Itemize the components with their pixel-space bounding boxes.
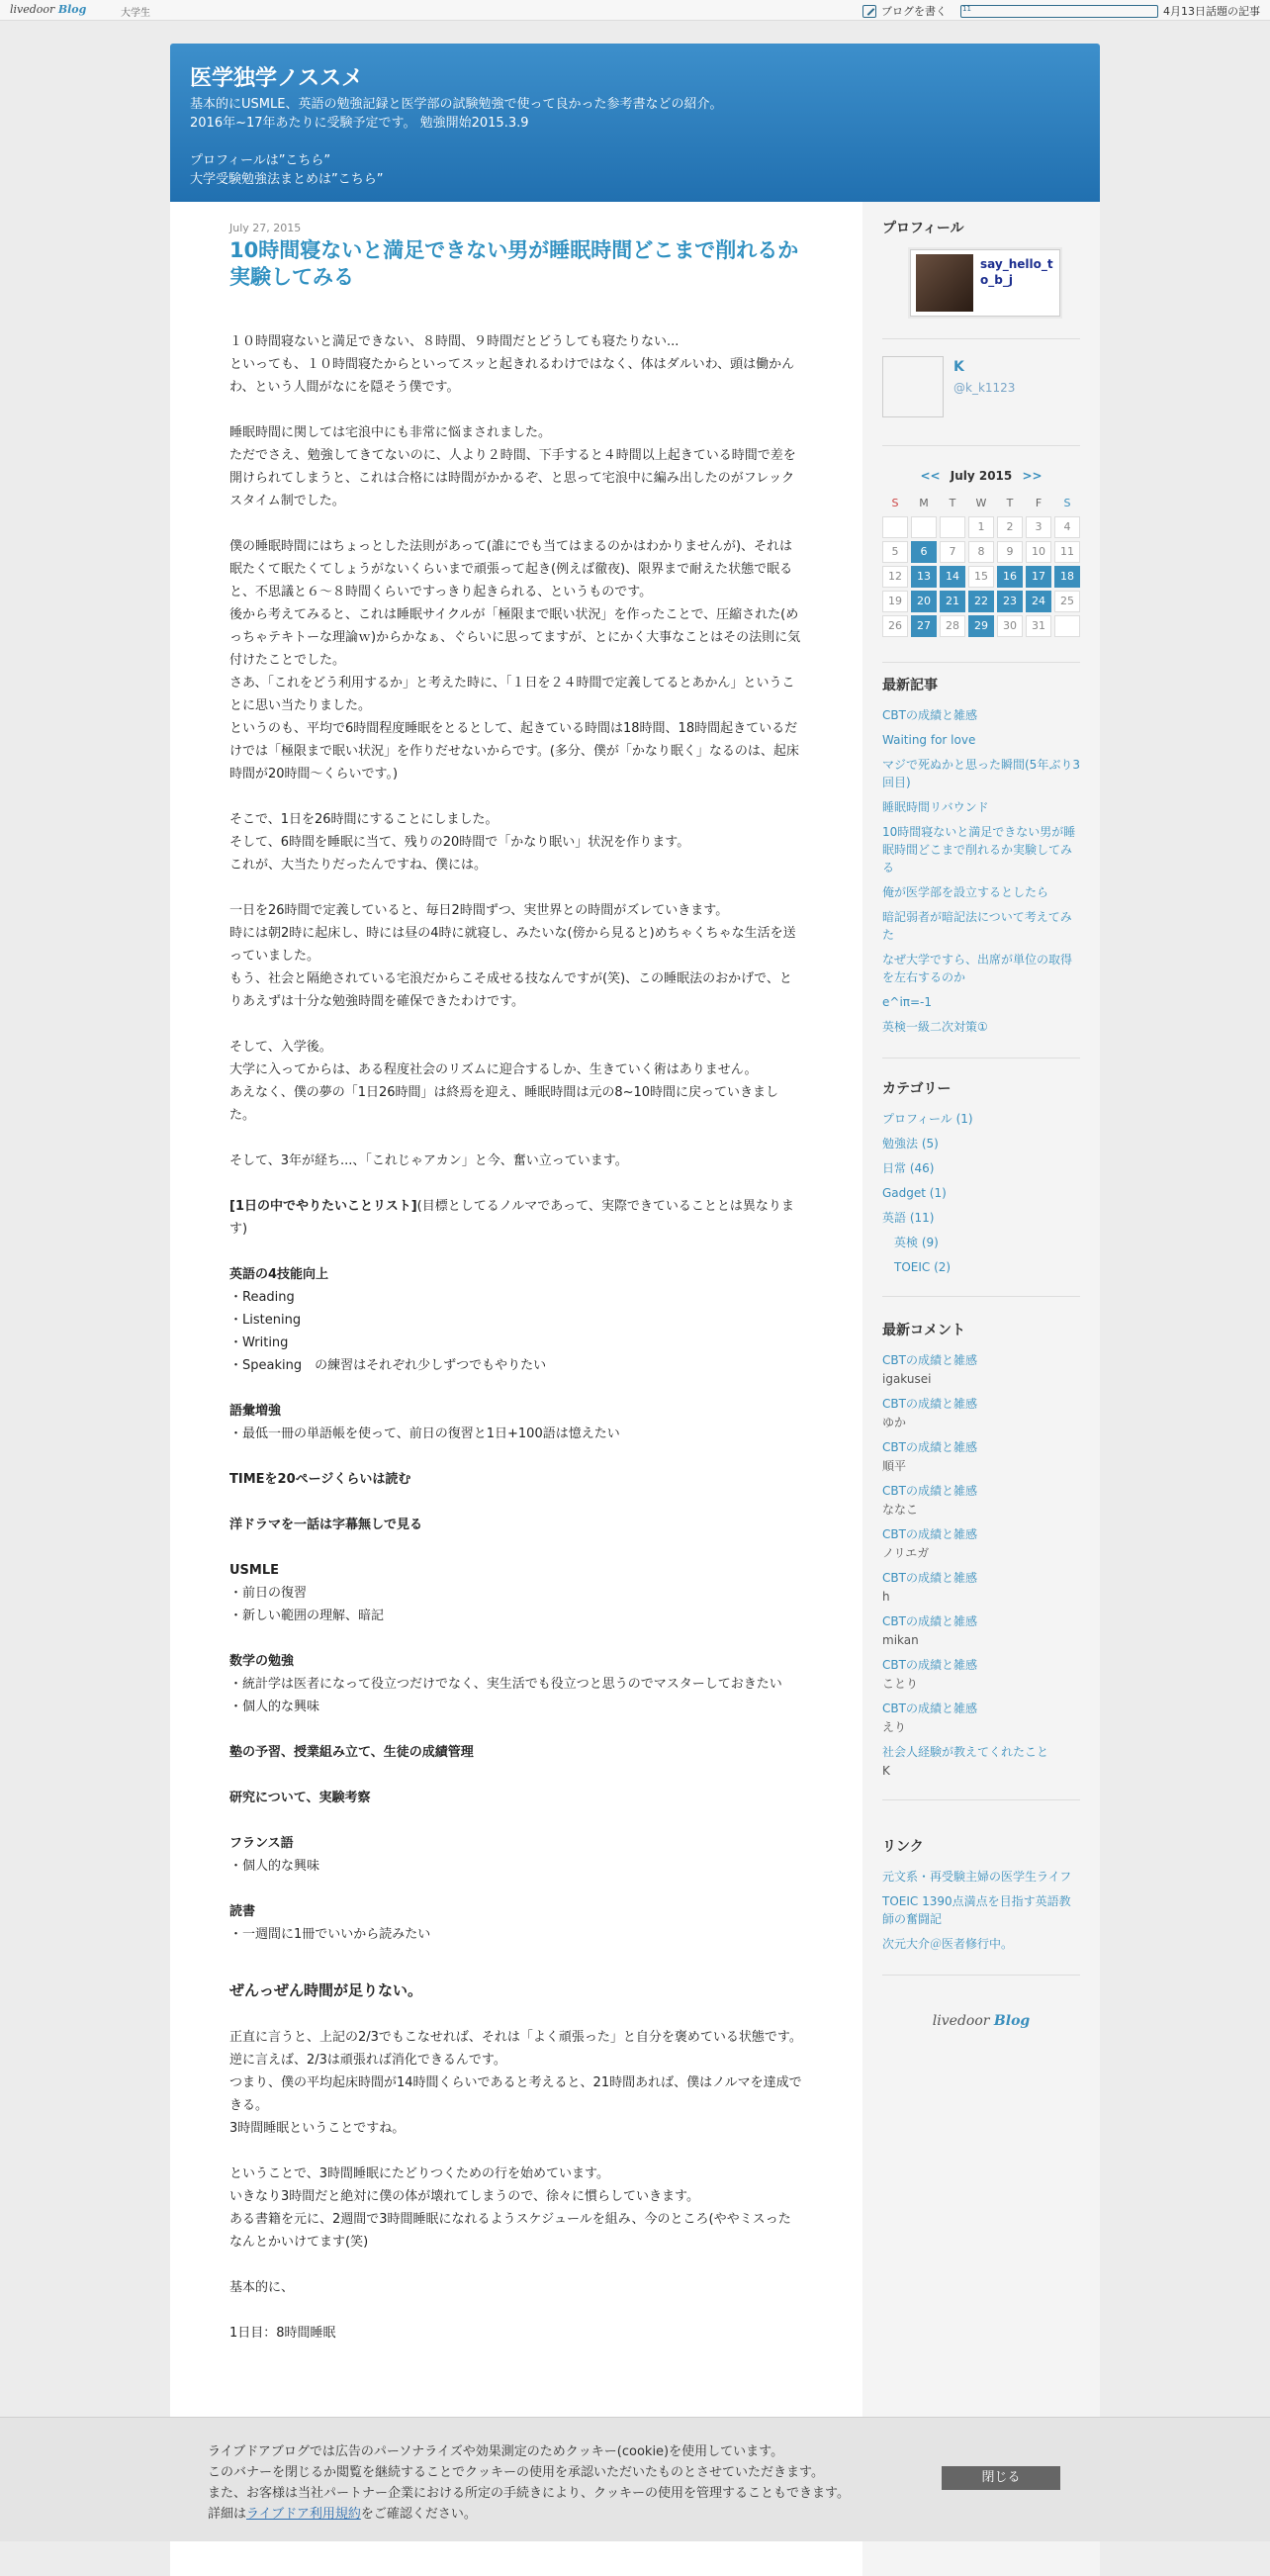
recent-comments-list [882,1351,1080,1780]
todo-section [229,1650,803,1718]
recent-comments-heading: 最新コメント [882,1323,965,1338]
comment-author: 順平 [882,1459,907,1473]
recent-post-item [882,706,1080,724]
main-content [170,202,862,2576]
recent-post-link[interactable]: e^iπ=-1 [882,995,933,1009]
category-item [882,1209,1080,1227]
calendar-day: 10 [1026,541,1051,563]
calendar-day-link[interactable]: 20 [911,591,937,612]
article-line: 基本的に、 [229,2280,295,2295]
comment-item [882,1351,1080,1388]
calendar-day: 25 [1054,591,1080,612]
article-line: といっても、１０時間寝たからといってスッと起きれるわけではなく、体はダルいわ、頭は働かんわ、という人間がなにを隠そう僕です。 [229,357,795,395]
calendar-day: 12 [882,566,908,588]
calendar-day-link[interactable]: 18 [1054,566,1080,588]
article-paragraph [229,808,803,876]
article-line: 僕の睡眠時間にはちょっとした法則があって(誰にでも当てはまるのかはわかりませんが)、それは眠たくて眠たくてしょうがないくらいまで頑張って起き(例えば徹夜)、限界まで耐えた状態で眠ると、不思議と６～８時間くらいですっきり起きられる、というものです。 [229,539,793,599]
recent-post-item [882,1018,1080,1036]
link-item [882,1935,1080,1953]
comment-item [882,1700,1080,1736]
recent-post-link[interactable]: CBTの成績と雑感 [882,708,977,722]
todo-item: ・一週間に1冊でいいから読みたい [229,1927,431,1942]
category-link[interactable]: プロフィール (1) [882,1112,973,1126]
recent-post-link[interactable]: 10時間寝ないと満足できない男が睡眠時間どこまで削れるか実験してみる [882,825,1076,874]
category-link[interactable]: 日常 (46) [882,1161,935,1175]
article-paragraph [229,421,803,512]
recent-post-item [882,756,1080,791]
article-line: ある書籍を元に、2週間で3時間睡眠になれるようスケジュールを組み、今のところ(ややミスったなんとかいけてます(笑) [229,2212,791,2250]
todo-item: ・前日の復習 [229,1586,308,1601]
article-paragraph [229,1036,803,1127]
article-line: 一日を26時間で定義していると、毎日2時間ずつ、実世界との時間がズレていきます。 [229,903,729,918]
recent-post-item [882,731,1080,749]
recent-posts-heading: 最新記事 [882,678,938,693]
todo-list-heading: [1日の中でやりたいことリスト](目標としてるノルマであって、実際できていることとは異なります) [229,1199,794,1237]
article-paragraph [229,535,803,785]
link-item [882,1892,1080,1928]
recent-post-item [882,908,1080,944]
blog-description-line: 2016年~17年あたりに受験予定です。 勉強開始2015.3.9 [190,116,529,131]
calendar-day-link[interactable]: 13 [911,566,937,588]
comment-article-link[interactable]: CBTの成績と雑感 [882,1440,977,1454]
cookie-text-line: ライブドアブログでは広告のパーソナライズや効果測定のためクッキー(cookie)を使用しています。 [208,2444,784,2459]
article-line: 後から考えてみると、これは睡眠サイクルが「極限まで眠い状況」を作ったことで、圧縮された(めっちゃテキトーな理論ｗ)からかなぁ、ぐらいに思ってますが、とにかく大事なことはその法則に気付けたことでした。 [229,607,801,668]
calendar-day: 4 [1054,516,1080,538]
todo-section-heading: USMLE [229,1563,280,1578]
close-cookie-button[interactable]: 閉じる [942,2466,1060,2490]
livedoor-blog-logo[interactable]: livedoor Blog [10,3,87,16]
cookie-text-line: また、お客様は当社パートナー企業における所定の手続きにより、クッキーの使用を管理することもできます。 [208,2486,850,2501]
article-line: 大学に入ってからは、ある程度社会のリズムに迎合するしか、生きていく術はありません。 [229,1062,758,1077]
blog-header [170,44,1100,202]
recent-post-item [882,823,1080,876]
calendar-day-link[interactable]: 23 [997,591,1023,612]
todo-item: ・新しい範囲の理解、暗記 [229,1609,385,1623]
article-paragraph [229,2026,803,2140]
blog-description-line: 大学受験勉強法まとめは”こちら” [190,172,384,187]
article-line: 正直に言うと、上記の2/3でもこなせれば、それは「よく頑張った」と自分を褒めている状態です。 [229,2030,802,2045]
profile-card[interactable] [910,249,1060,317]
profile-photo[interactable] [916,254,973,312]
todo-section-heading: TIMEを20ページくらいは読む [229,1472,411,1487]
recent-post-item [882,951,1080,986]
calendar-weekday: T [949,497,956,509]
sidebar [862,202,1100,2576]
article-line: これが、大当たりだったんですね、僕には。 [229,858,488,873]
write-blog-link[interactable]: ブログを書く [862,3,947,19]
profile-heading: プロフィール [882,221,964,236]
links-heading: リンク [882,1839,924,1855]
todo-item: ・個人的な興味 [229,1700,320,1714]
comment-item [882,1656,1080,1693]
external-blog-link[interactable]: 元文系・再受験主婦の医学生ライフ [882,1870,1072,1884]
category-link[interactable]: 勉強法 (5) [882,1137,939,1150]
article-line: というのも、平均で6時間程度睡眠をとるとして、起きている時間は18時間、18時間起きているだけでは「極限まで眠い状況」を作りだせないからです。(多分、僕が「かなり眠く」なるのは、起床時間が20時間～くらいです。) [229,721,799,782]
todo-item: ・Reading [229,1290,295,1305]
calendar-icon [960,5,1158,18]
category-item [882,1110,1080,1128]
todo-item: ・最低一冊の単語帳を使って、前日の復習と1日+100語は憶えたい [229,1426,620,1441]
article-subheading: ぜんっぜん時間が足りない。 [229,1981,423,1999]
comment-author: h [882,1590,890,1604]
calendar-day: 28 [940,615,965,637]
todo-section [229,1900,803,1946]
calendar-day: 26 [882,615,908,637]
calendar-day: 5 [882,541,908,563]
article-body-part1 [229,330,803,1172]
category-item [882,1135,1080,1152]
category-item [882,1258,1080,1276]
calendar-day: 2 [997,516,1023,538]
comment-item [882,1395,1080,1431]
blog-description [190,95,722,189]
calendar-day [882,516,908,538]
categories-heading: カテゴリー [882,1081,952,1097]
article-line: 3時間睡眠ということですね。 [229,2121,406,2136]
calendar-day: 3 [1026,516,1051,538]
blog-title[interactable]: 医学独学ノススメ [190,66,364,91]
blog-description-line: プロフィールは”こちら” [190,153,331,168]
article-line: 時には朝2時に起床し、時には昼の4時に就寝し、みたいな(傍から見ると)めちゃくちゃな生活を送っていました。 [229,926,796,964]
article [229,222,803,2367]
calendar-day-link[interactable]: 24 [1026,591,1051,612]
comment-item [882,1569,1080,1606]
terms-link[interactable]: ライブドア利用規約 [246,2507,361,2522]
calendar-weekday: M [919,497,929,509]
calendar-day-link[interactable]: 16 [997,566,1023,588]
comment-article-link[interactable]: CBTの成績と雑感 [882,1614,977,1628]
category-item [882,1234,1080,1251]
link-item [882,1868,1080,1886]
todo-section [229,1832,803,1878]
todo-section [229,1559,803,1627]
comment-article-link[interactable]: CBTの成績と雑感 [882,1527,977,1541]
article-line: もう、社会と隔絶されている宅浪だからこそ成せる技なんですが(笑)、この睡眠法のおかげで、とりあえずは十分な勉強時間を確保できたわけです。 [229,971,792,1009]
recent-post-link[interactable]: マジで死ぬかと思った瞬間(5年ぶり3回目) [882,758,1080,789]
article-line: あえなく、僕の夢の「1日26時間」は終焉を迎え、睡眠時間は元の8~10時間に戻っていきました。 [229,1085,779,1123]
todo-item: ・Listening [229,1313,302,1328]
recent-post-link[interactable]: 暗記弱者が暗記法について考えてみた [882,910,1072,942]
todo-section [229,1514,803,1536]
recent-posts-widget [882,677,1080,1058]
category-link[interactable]: 英語 (11) [882,1211,935,1225]
pencil-icon [862,5,876,18]
calendar-day-link[interactable]: 27 [911,615,937,637]
links-list [882,1868,1080,1953]
calendar-day: 19 [882,591,908,612]
comment-item [882,1525,1080,1562]
comment-article-link[interactable]: CBTの成績と雑感 [882,1353,977,1367]
recent-post-item [882,883,1080,901]
article-paragraph [229,1150,803,1172]
comment-author: mikan [882,1633,919,1647]
comment-author: ゆか [882,1416,907,1429]
links-widget [882,1838,1080,1976]
blog-category-link[interactable]: 大学生 [121,8,150,19]
calendar-weekday: S [1063,497,1071,509]
todo-section-heading: 数学の勉強 [229,1654,295,1669]
calendar-day-link[interactable]: 14 [940,566,965,588]
calendar-month: July 2015 [950,469,1013,483]
calendar-day: 30 [997,615,1023,637]
calendar-day: 7 [940,541,965,563]
comment-author: igakusei [882,1372,932,1386]
todo-section-heading: 語彙増強 [229,1404,282,1419]
comment-item [882,1482,1080,1518]
category-link[interactable]: 英検 (9) [894,1236,939,1249]
comment-article-link[interactable]: CBTの成績と雑感 [882,1484,977,1498]
todo-section [229,1468,803,1491]
blog-description-line [190,133,722,151]
todo-section [229,1263,803,1377]
calendar-prev-link[interactable]: << [920,469,941,483]
article-line: ただでさえ、勉強してきてないのに、人より２時間、下手すると４時間以上起きている時間で差を開けられてしまうと、これは合格には時間がかかるぞ、と思って宅浪中に編み出したのがフレックスタイム制でした。 [229,448,796,508]
todo-section-heading: 英語の4技能向上 [229,1267,329,1282]
article-line: そして、3年が経ち...、「これじゃアカン」と今、奮い立っています。 [229,1153,628,1168]
top-bar [0,0,1270,21]
todo-section-heading: 洋ドラマを一話は字幕無しで見る [229,1518,423,1532]
recent-post-link[interactable]: なぜ大学ですら、出席が単位の取得を左右するのか [882,953,1073,984]
article-body-part2 [229,2026,803,2345]
categories-widget [882,1080,1080,1297]
calendar-next-link[interactable]: >> [1022,469,1043,483]
comment-author: ことり [882,1677,919,1691]
calendar-weekday: F [1035,497,1043,509]
calendar-day: 8 [968,541,994,563]
todo-item: ・Writing [229,1335,289,1350]
comment-article-link[interactable]: CBTの成績と雑感 [882,1571,977,1585]
article-paragraph [229,2162,803,2254]
category-item [882,1159,1080,1177]
comment-author: K [882,1764,890,1778]
profile-name[interactable]: say_hello_to_b_j [980,257,1053,287]
author-id[interactable]: @k_k1123 [953,381,1016,395]
comment-author: えり [882,1720,907,1734]
article-line: １０時間寝ないと満足できない、８時間、９時間だとどうしても寝たりない... [229,334,680,349]
comment-author: ななこ [882,1503,919,1517]
article-line: そして、入学後。 [229,1040,332,1055]
author-name[interactable]: K [953,359,964,375]
calendar-day: 9 [997,541,1023,563]
comment-article-link[interactable]: CBTの成績と雑感 [882,1702,977,1715]
livedoor-blog-footer-logo[interactable]: livedoor Blog [932,2013,1031,2029]
todo-section [229,1400,803,1445]
blog-description-line: 基本的にUSMLE、英語の勉強記録と医学部の試験勉強で使って良かった参考書などの紹介。 [190,97,723,112]
author-avatar[interactable] [882,356,944,417]
calendar-header [882,467,1080,485]
calendar-day: 1 [968,516,994,538]
calendar-day [911,516,937,538]
article-paragraph [229,2322,803,2345]
article-line: 1日目：8時間睡眠 [229,2326,336,2341]
article-line: そこで、1日を26時間にすることにしました。 [229,812,499,827]
article-title[interactable]: 10時間寝ないと満足できない男が睡眠時間どこまで削れるか実験してみる [229,238,799,289]
calendar-day-link[interactable]: 17 [1026,566,1051,588]
article-date: July 27, 2015 [229,222,302,234]
todo-item: ・Speaking の練習はそれぞれ少しずつでもやりたい [229,1358,547,1373]
article-line: 睡眠時間に関しては宅浪中にも非常に悩まされました。 [229,425,552,440]
comment-item [882,1438,1080,1475]
category-link[interactable]: Gadget (1) [882,1186,947,1200]
todo-section-heading: 研究について、実験考察 [229,1791,371,1805]
article-line: 逆に言えば、2/3は頑張れば消化できるんです。 [229,2053,506,2068]
calendar-day-link[interactable]: 29 [968,615,994,637]
comment-author: ノリエガ [882,1546,930,1560]
comment-article-link[interactable]: CBTの成績と雑感 [882,1658,977,1672]
recent-post-link[interactable]: Waiting for love [882,733,976,747]
recent-comments-widget [882,1322,1080,1800]
todo-section [229,1741,803,1764]
comment-article-link[interactable]: 社会人経験が教えてくれたこと [882,1745,1049,1759]
todo-section-heading: フランス語 [229,1836,294,1851]
comment-item [882,1743,1080,1780]
article-line: そして、6時間を睡眠に当て、残りの20時間で「かなり眠い」状況を作ります。 [229,835,690,850]
todo-item: ・統計学は医者になって役立つだけでなく、実生活でも役立つと思うのでマスターしておきたい [229,1677,782,1692]
category-link[interactable]: TOEIC (2) [894,1260,952,1274]
todo-section-heading: 塾の予習、授業組み立て、生徒の成績管理 [229,1745,474,1760]
article-paragraph [229,899,803,1013]
calendar-day: 31 [1026,615,1051,637]
profile-widget [882,220,1080,339]
recent-post-link[interactable]: 英検一級二次対策① [882,1020,988,1034]
categories-list [882,1110,1080,1276]
article-paragraph [229,330,803,399]
calendar-widget [882,467,1080,663]
external-blog-link[interactable]: 次元大介＠医者修行中。 [882,1937,1014,1951]
calendar-table [879,491,1083,640]
todo-section-heading: 読書 [229,1904,256,1919]
article-line: つまり、僕の平均起床時間が14時間くらいであると考えると、21時間あれば、僕はノルマを達成できる。 [229,2075,802,2113]
calendar-day [1054,615,1080,637]
todo-section [229,1787,803,1809]
article-line: さあ、「これをどう利用するか」と考えた時に、「１日を２４時間で定義してるとあかん」ということに思い当たりました。 [229,676,795,713]
calendar-day-link[interactable]: 21 [940,591,965,612]
calendar-day: 11 [1054,541,1080,563]
calendar-day [940,516,965,538]
category-item [882,1184,1080,1202]
todo-list [229,1263,803,1946]
cookie-banner [0,2417,1270,2541]
cookie-text: ライブドアブログでは広告のパーソナライズや効果測定のためクッキー(cookie)を使用しています。 このバナーを閉じるか閲覧を継続することでクッキーの使用を承認いただいたものとさせていただきます。 また、お客様は当社パートナー企業における所定の手続きにより、クッキーの使用を管理することもできます。 詳細はライブドア利用規約をご確認ください。 [208,2441,850,2525]
recent-post-link[interactable]: 俺が医学部を設立するとしたら [882,885,1049,899]
external-blog-link[interactable]: TOEIC 1390点満点を目指す英語教師の奮闘記 [882,1894,1071,1926]
article-paragraph [229,2276,803,2299]
comment-item [882,1612,1080,1649]
calendar-weekday: S [891,497,899,509]
comment-article-link[interactable]: CBTの成績と雑感 [882,1397,977,1411]
todo-item: ・個人的な興味 [229,1859,320,1874]
recent-post-item [882,798,1080,816]
calendar-weekday: W [975,497,987,509]
recent-post-item [882,993,1080,1011]
calendar-weekday: T [1006,497,1014,509]
author-widget [882,356,1080,419]
article-line: いきなり3時間だと絶対に僕の体が壊れてしまうので、徐々に慣らしていきます。 [229,2189,699,2204]
recent-post-link[interactable]: 睡眠時間リバウンド [882,800,989,814]
cookie-text-line: このバナーを閉じるか閲覧を継続することでクッキーの使用を承認いただいたものとさせていただきます。 [208,2465,824,2480]
calendar-day-link[interactable]: 22 [968,591,994,612]
article-line: ということで、3時間睡眠にたどりつくための行を始めています。 [229,2166,609,2181]
calendar-day-link[interactable]: 6 [911,541,937,563]
trending-articles-link[interactable]: 11 4月13日話題の記事 [960,3,1260,19]
calendar-day: 15 [968,566,994,588]
recent-posts-list [882,706,1080,1036]
